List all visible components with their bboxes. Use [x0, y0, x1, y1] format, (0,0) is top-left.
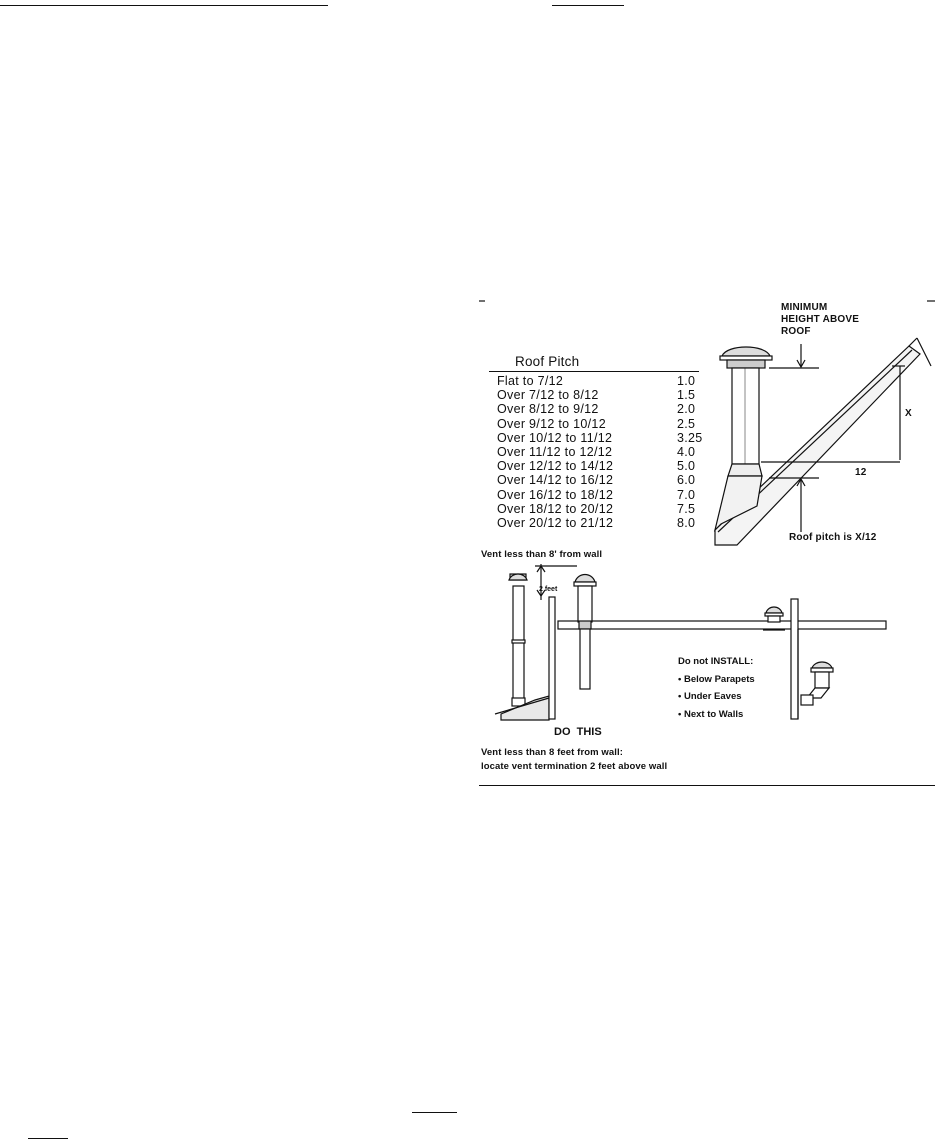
pitch-caption: Roof pitch is X/12: [789, 532, 877, 543]
run-12-label: 12: [855, 467, 867, 478]
table-row: Over 18/12 to 20/12 7.5: [497, 501, 696, 516]
roof-pitch-header: Roof Pitch: [515, 354, 580, 369]
figure-panel: [479, 300, 935, 785]
eave-vent: [801, 662, 833, 705]
table-row: Over 8/12 to 9/12 2.0: [497, 402, 696, 417]
vent-diagram-lineart: [479, 300, 935, 785]
list-item: • Below Parapets: [678, 673, 755, 685]
list-item: • Under Eaves: [678, 691, 742, 702]
bottom-rule-2: [28, 1138, 68, 1139]
do-not-install-title: Do not INSTALL:: [678, 656, 754, 667]
list-item: • Next to Walls: [678, 708, 744, 720]
table-row: Over 16/12 to 18/12 7.0: [497, 487, 696, 502]
top-rule-short: [552, 5, 624, 6]
center-vent: [574, 575, 596, 690]
top-rule-left: [0, 5, 328, 6]
two-feet-label: 2 feet: [539, 586, 558, 593]
table-row: Over 11/12 to 12/12 4.0: [497, 445, 696, 459]
table-row: Over 7/12 to 8/12 1.5: [497, 388, 696, 403]
table-row: Over 14/12 to 16/12 6.0: [497, 473, 696, 488]
table-row: Over 12/12 to 14/12 5.0: [497, 459, 696, 474]
min-height-label: MINIMUM HEIGHT ABOVE ROOF: [781, 302, 860, 337]
wall-heading: Vent less than 8' from wall: [481, 549, 603, 560]
table-row: Over 20/12 to 21/12 8.0: [497, 516, 696, 530]
table-row: Over 10/12 to 11/12 3.25: [497, 430, 703, 445]
do-this-label: DO THIS: [554, 726, 602, 738]
figure-bottom-rule: [479, 785, 935, 786]
rise-x-label: X: [905, 408, 912, 419]
table-row: Over 9/12 to 10/12 2.5: [497, 416, 696, 431]
wall-caption: Vent less than 8 feet from wall: locate vent termination 2 feet above wall: [481, 747, 668, 772]
bottom-rule-1: [412, 1112, 457, 1113]
left-vent: [509, 574, 527, 706]
table-row: Flat to 7/12 1.0: [497, 374, 696, 388]
